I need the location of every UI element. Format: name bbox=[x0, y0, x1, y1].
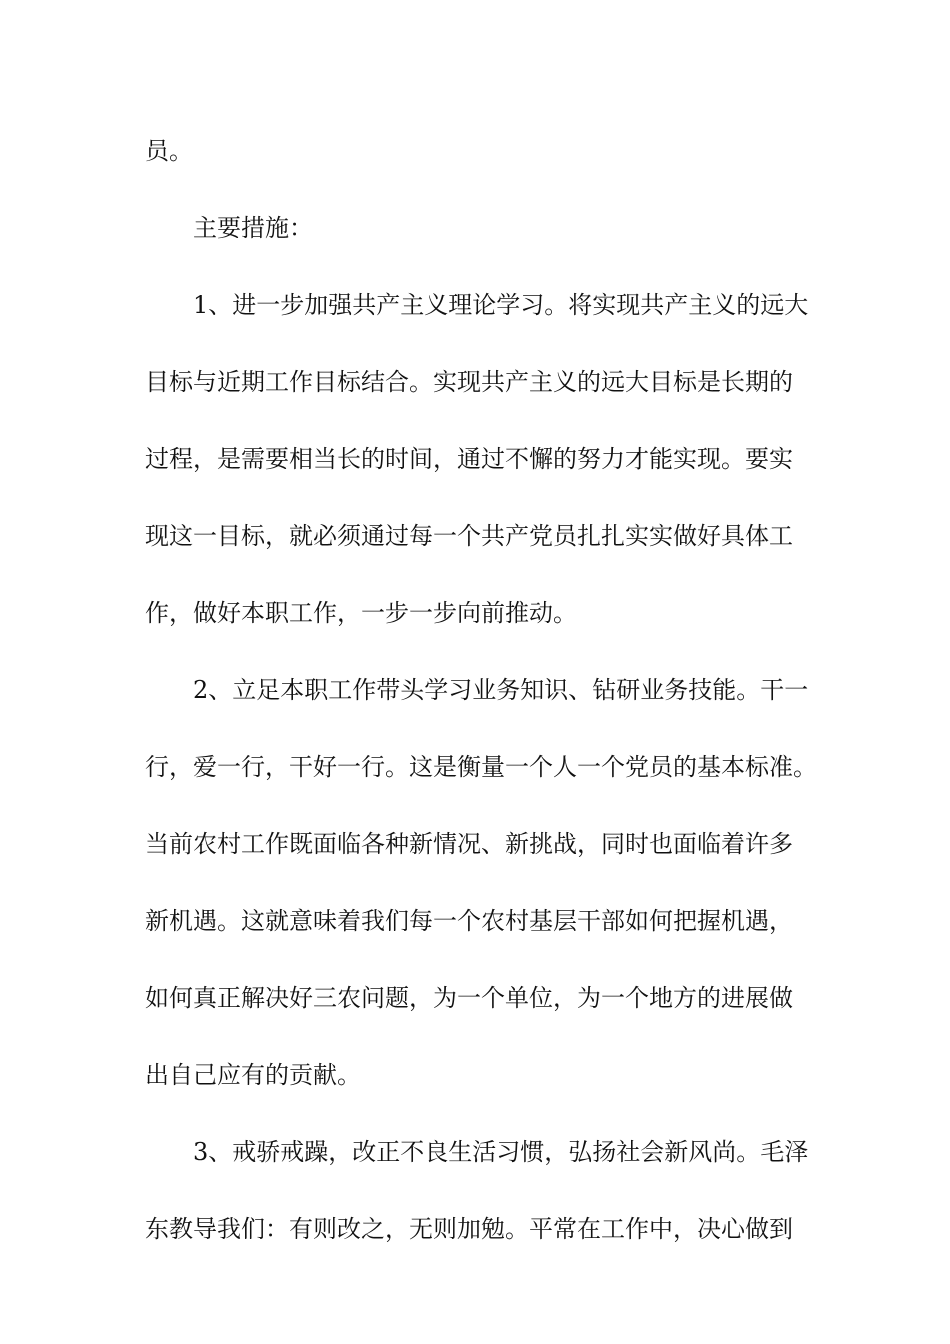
text-line: 东教导我们：有则改之，无则加勉。平常在工作中，决心做到 bbox=[145, 1215, 793, 1243]
text-line: 过程，是需要相当长的时间，通过不懈的努力才能实现。要实 bbox=[145, 445, 793, 473]
text-line: 当前农村工作既面临各种新情况、新挑战，同时也面临着许多 bbox=[145, 830, 793, 858]
section-heading: 主要措施： bbox=[193, 214, 313, 242]
text-line: 出自己应有的贡献。 bbox=[145, 1061, 361, 1089]
text-line: 现这一目标，就必须通过每一个共产党员扎扎实实做好具体工 bbox=[145, 522, 793, 550]
text-line: 目标与近期工作目标结合。实现共产主义的远大目标是长期的 bbox=[145, 368, 793, 396]
text-line: 3、戒骄戒躁，改正不良生活习惯，弘扬社会新风尚。毛泽 bbox=[193, 1138, 809, 1166]
text-line: 新机遇。这就意味着我们每一个农村基层干部如何把握机遇， bbox=[145, 907, 793, 935]
text-line: 员。 bbox=[145, 137, 193, 165]
text-line: 作，做好本职工作，一步一步向前推动。 bbox=[145, 599, 577, 627]
text-line: 2、立足本职工作带头学习业务知识、钻研业务技能。干一 bbox=[193, 676, 809, 704]
text-line: 如何真正解决好三农问题，为一个单位，为一个地方的进展做 bbox=[145, 984, 793, 1012]
text-line: 1、进一步加强共产主义理论学习。将实现共产主义的远大 bbox=[193, 291, 809, 319]
text-line: 行，爱一行，干好一行。这是衡量一个人一个党员的基本标准。 bbox=[145, 753, 817, 781]
